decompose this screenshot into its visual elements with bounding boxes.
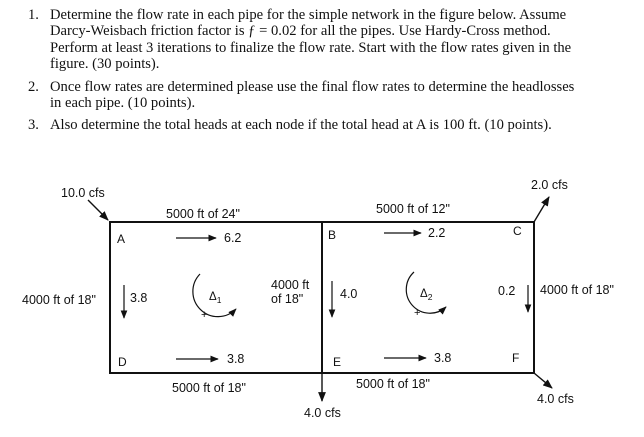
pipe-be-label-line2: of 18" <box>271 292 304 306</box>
loop-1-label <box>209 291 222 305</box>
outflow-e-label: 4.0 cfs <box>304 406 341 420</box>
pipe-be-label-line1: 4000 ft <box>271 278 310 292</box>
inflow-a-label: 10.0 cfs <box>61 186 105 200</box>
pipe-ad-flow: 3.8 <box>130 291 148 305</box>
question-line: Also determine the total heads at each node if the total head at A is 100 ft. (10 points). <box>50 117 552 133</box>
node-a-label: A <box>117 232 126 246</box>
loop-1-sign: + <box>201 309 208 321</box>
loop-2-subscript: 2 <box>427 292 433 302</box>
question-line: Once flow rates are determined please use the final flow rates to determine the headlosses <box>50 79 575 95</box>
loop-1-delta: Δ <box>209 291 217 303</box>
loop-1-subscript: 1 <box>216 295 222 305</box>
node-d-label: D <box>118 355 127 369</box>
pipe-de-flow: 3.8 <box>227 352 245 366</box>
node-f-label: F <box>512 351 520 365</box>
question-line: Perform at least 3 iterations to finalize the flow rate. Start with the flow rates given in the <box>50 39 572 56</box>
question-line: Darcy-Weisbach friction factor is ƒ = 0.02 for all the pipes. Use Hardy-Cross method. <box>50 23 551 40</box>
question-number: 2. <box>28 79 39 95</box>
question-line: figure. (30 points). <box>50 55 160 72</box>
node-b-label: B <box>328 228 337 242</box>
pipe-bc-label: 5000 ft of 12" <box>376 202 450 216</box>
node-e-label: E <box>333 355 342 369</box>
pipe-ab-label: 5000 ft of 24" <box>166 207 240 221</box>
outflow-arrow-f <box>534 373 552 388</box>
outflow-f-label: 4.0 cfs <box>537 392 574 406</box>
node-c-label: C <box>513 224 522 238</box>
outflow-c-label: 2.0 cfs <box>531 178 568 192</box>
pipe-cf-label: 4000 ft of 18" <box>540 283 614 297</box>
loop-2-delta: Δ <box>420 288 428 300</box>
pipe-ad-label: 4000 ft of 18" <box>22 293 96 307</box>
pipe-de-label: 5000 ft of 18" <box>172 381 246 395</box>
pipe-be-flow: 4.0 <box>340 287 358 301</box>
loop-2-label <box>420 288 433 302</box>
loop-2-sign: + <box>414 307 421 319</box>
pipe-ef-label: 5000 ft of 18" <box>356 377 430 391</box>
question-line: in each pipe. (10 points). <box>50 95 196 112</box>
pipe-bc-flow: 2.2 <box>428 226 446 240</box>
question-number: 1. <box>28 7 39 23</box>
question-number: 3. <box>28 117 39 133</box>
pipe-ef-flow: 3.8 <box>434 351 452 365</box>
pipe-ab-flow: 6.2 <box>224 231 242 245</box>
pipe-cf-flow: 0.2 <box>498 284 516 298</box>
inflow-arrow-a <box>88 200 108 220</box>
outflow-arrow-c <box>534 197 549 222</box>
question-line: Determine the flow rate in each pipe for the simple network in the figure below. Assume <box>50 7 567 23</box>
